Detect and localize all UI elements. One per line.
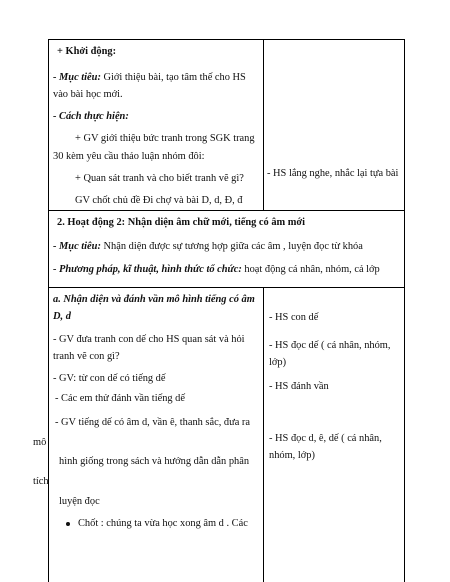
column-divider-bottom (263, 287, 264, 582)
student-answer-4-line-1: - HS đọc d, ê, dế ( cá nhân, (269, 433, 382, 444)
column-divider-top (263, 39, 264, 210)
objective-line-2: vào bài học mới. (53, 89, 123, 100)
objective-text: Giới thiệu bài, tạo tâm thế cho HS (100, 72, 246, 83)
step-1-line-2: 30 kèm yêu cầu thảo luận nhóm đôi: (53, 151, 205, 162)
row-divider-2 (48, 287, 405, 288)
step-2: + Quan sát tranh và cho biết tranh vẽ gì? (75, 173, 244, 184)
student-answer-4-line-2: nhóm, lớp) (269, 450, 315, 461)
activity-2-heading: 2. Hoạt động 2: Nhận diện âm chữ mới, tiếng có âm mới (57, 217, 306, 228)
teacher-step-3: - Các em thử đánh vần tiếng dế (55, 393, 185, 404)
part-a-heading-line-1: a. Nhận diện và đánh vần mô hình tiếng có âm (53, 294, 255, 305)
teacher-step-1-line-1: - GV đưa tranh con dế cho HS quan sát và hỏi (53, 334, 245, 345)
teacher-step-4-line-2: hình giống trong sách và hướng dẫn dẫn phân (59, 456, 250, 467)
activity-2-objective-text: Nhận diện được sự tương hợp giữa các âm , luyện đọc từ khóa (100, 241, 363, 252)
objective-label: - Mục tiêu: (53, 72, 101, 83)
teacher-step-4-line-3: luyện đọc (59, 496, 100, 507)
student-answer-2-line-1: - HS đọc dế ( cá nhân, nhóm, (269, 340, 391, 351)
bullet-icon (66, 522, 70, 526)
activity-2-objective-label: - Mục tiêu: (53, 241, 101, 252)
table-border-right (404, 39, 405, 582)
conclusion-text: Chốt : chúng ta vừa học xong âm d . Các (78, 518, 248, 529)
teacher-step-4-line-1: - GV tiếng dế có âm d, vần ê, thanh sắc, đưa ra (55, 417, 251, 428)
step-3: GV chốt chủ đề Đi chợ và bài D, d, Đ, đ (75, 195, 243, 206)
student-answer-1: - HS con dế (269, 312, 319, 323)
part-a-heading-line-2: D, d (53, 311, 71, 322)
activity-2-method (53, 264, 380, 276)
student-response: - HS lắng nghe, nhắc lại tựa bài (267, 168, 399, 179)
margin-text-tich: tích (33, 476, 49, 487)
margin-text-mo: mô (33, 437, 47, 448)
teacher-step-1-line-2: tranh vẽ con gì? (53, 351, 120, 362)
table-border-top (48, 39, 405, 40)
objective-line (53, 72, 246, 84)
student-answer-3: - HS đánh vần (269, 381, 329, 392)
activity-2-method-label: - Phương pháp, kĩ thuật, hình thức tổ chức: (53, 264, 242, 275)
student-answer-2-line-2: lớp) (269, 357, 287, 368)
teacher-step-2: - GV: từ con dế có tiếng dế (53, 373, 166, 384)
row-divider-1 (48, 210, 405, 211)
activity-2-objective (53, 241, 363, 253)
warmup-heading: + Khởi động: (57, 46, 117, 57)
table-border-left (48, 39, 49, 582)
activity-2-method-text: hoạt động cá nhân, nhóm, cả lớp (241, 264, 380, 275)
step-1-line-1: + GV giới thiệu bức tranh trong SGK trang (75, 133, 255, 144)
method-label: - Cách thực hiện: (53, 111, 129, 122)
